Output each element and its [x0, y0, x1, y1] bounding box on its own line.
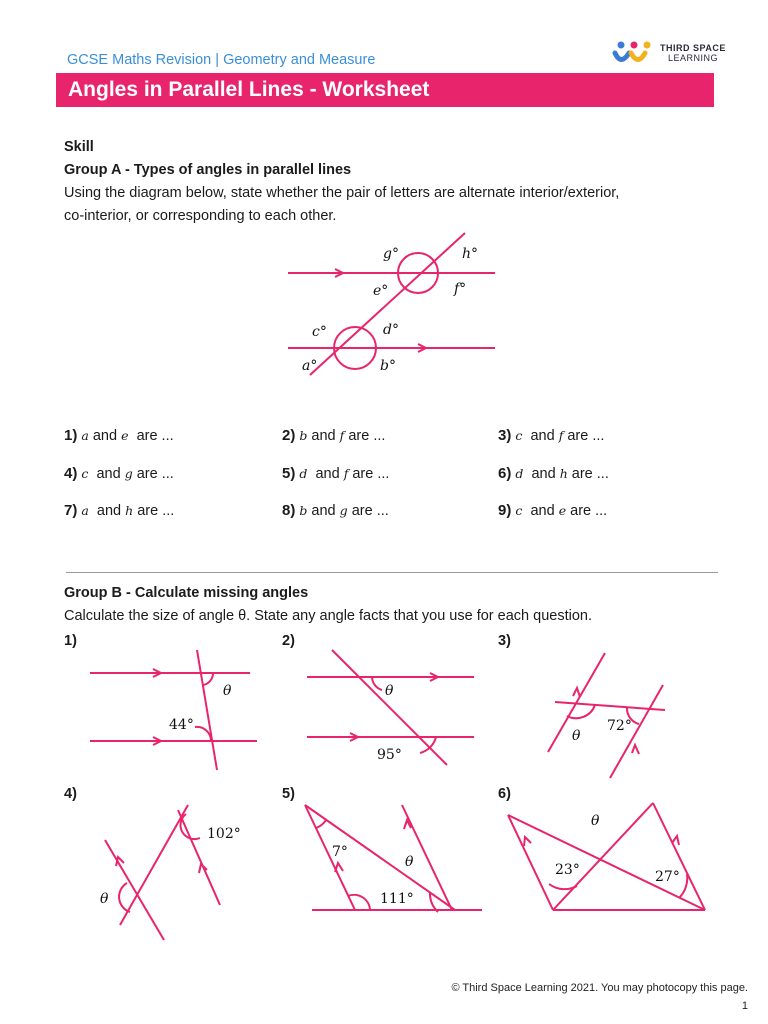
are-word: are ...	[567, 428, 605, 444]
letter-2: g	[124, 466, 133, 481]
theta-label: θ	[385, 683, 394, 699]
question-number: 8)	[282, 502, 296, 519]
question-b2-number: 2)	[282, 633, 295, 649]
letter-2: h	[125, 503, 134, 518]
question-number: 3)	[498, 427, 512, 444]
and-word: and	[531, 466, 556, 482]
angle-1-label: 7°	[332, 844, 348, 860]
and-word: and	[92, 428, 118, 444]
logo-line-2: LEARNING	[668, 53, 719, 63]
label-h: h°	[462, 246, 479, 262]
question-a9	[498, 502, 607, 519]
letter-1: c	[515, 503, 523, 518]
theta-label: θ	[223, 683, 232, 699]
angle-label: 102°	[207, 826, 241, 842]
letter-1: c	[515, 428, 523, 443]
group-a-heading: Group A - Types of angles in parallel lines	[64, 162, 352, 178]
are-word: are ...	[137, 503, 175, 519]
question-a2	[282, 427, 385, 444]
letter-1: a	[81, 428, 89, 443]
section-divider	[66, 572, 718, 573]
question-a8	[282, 502, 389, 519]
worksheet-subtitle: GCSE Maths Revision | Geometry and Measure	[67, 52, 376, 68]
skill-label: Skill	[64, 139, 94, 155]
logo-line-1: THIRD SPACE	[660, 43, 726, 53]
angle-1-label: 23°	[555, 862, 580, 878]
are-word: are ...	[570, 503, 608, 519]
question-number: 6)	[498, 465, 512, 482]
question-number: 4)	[64, 465, 78, 482]
page-title: Angles in Parallel Lines - Worksheet	[68, 78, 430, 101]
label-e: e°	[373, 283, 389, 299]
question-a6	[498, 465, 609, 482]
letter-2: g	[339, 503, 348, 518]
letter-2: f	[339, 428, 345, 443]
and-word: and	[311, 428, 336, 444]
label-g: g°	[383, 246, 399, 262]
label-d: d°	[383, 322, 399, 338]
letter-1: d	[515, 466, 524, 481]
angle-label: 72°	[607, 718, 632, 734]
question-b1-number: 1)	[64, 633, 77, 649]
letter-2: e	[558, 503, 567, 518]
letter-2: f	[558, 428, 564, 443]
theta-label: θ	[100, 891, 109, 907]
question-a1	[64, 427, 174, 444]
label-f: f°	[454, 281, 467, 297]
logo-text	[660, 43, 726, 63]
group-a-instruction-2: co-interior, or corresponding to each other.	[64, 208, 337, 224]
are-word: are ...	[351, 503, 389, 519]
letter-1: d	[299, 466, 308, 481]
group-b-instruction: Calculate the size of angle θ. State any angle facts that you use for each question.	[64, 608, 592, 624]
and-word: and	[530, 503, 555, 519]
label-c: c°	[312, 324, 327, 340]
figure-b2	[302, 645, 482, 775]
letter-1: b	[299, 428, 308, 443]
and-word: and	[96, 503, 122, 519]
question-number: 7)	[64, 502, 78, 519]
are-word: are ...	[136, 466, 174, 482]
label-b: b°	[380, 358, 396, 374]
angle-label: 95°	[377, 747, 402, 763]
and-word: and	[96, 466, 121, 482]
question-b3-number: 3)	[498, 633, 511, 649]
question-b4-number: 4)	[64, 786, 77, 802]
angle-2-label: 27°	[655, 869, 680, 885]
question-b6-number: 6)	[498, 786, 511, 802]
letter-2: e	[121, 428, 129, 443]
figure-b5	[300, 800, 490, 920]
question-number: 5)	[282, 465, 296, 482]
page-number: 1	[741, 1000, 748, 1012]
theta-label: θ	[405, 854, 414, 870]
figure-b4	[90, 800, 250, 945]
copyright-notice: © Third Space Learning 2021. You may photocopy this page.	[451, 982, 748, 994]
question-a7	[64, 502, 174, 519]
question-number: 2)	[282, 427, 296, 444]
and-word: and	[315, 466, 340, 482]
letter-2: f	[343, 466, 349, 481]
question-a5	[282, 465, 389, 482]
letter-1: a	[81, 503, 89, 518]
and-word: and	[311, 503, 336, 519]
label-a: a°	[302, 358, 318, 374]
are-word: are ...	[571, 466, 609, 482]
theta-label: θ	[572, 728, 581, 744]
letter-1: c	[81, 466, 89, 481]
figure-b1	[85, 645, 265, 775]
group-a-instruction-1: Using the diagram below, state whether the pair of letters are alternate interior/exterior,	[64, 185, 620, 201]
figure-b6	[505, 800, 715, 920]
theta-label: θ	[591, 813, 600, 829]
letter-1: b	[299, 503, 308, 518]
question-number: 1)	[64, 427, 78, 444]
are-word: are ...	[136, 428, 174, 444]
question-a3	[498, 427, 604, 444]
question-a4	[64, 465, 174, 482]
figure-b3	[545, 650, 675, 785]
group-b-heading: Group B - Calculate missing angles	[64, 585, 309, 601]
parallel-lines-diagram	[280, 225, 510, 385]
are-word: are ...	[348, 428, 386, 444]
are-word: are ...	[352, 466, 390, 482]
and-word: and	[530, 428, 555, 444]
angle-label: 44°	[169, 717, 194, 733]
angle-2-label: 111°	[380, 891, 414, 907]
question-b5-number: 5)	[282, 786, 295, 802]
letter-2: h	[559, 466, 568, 481]
question-number: 9)	[498, 502, 512, 519]
